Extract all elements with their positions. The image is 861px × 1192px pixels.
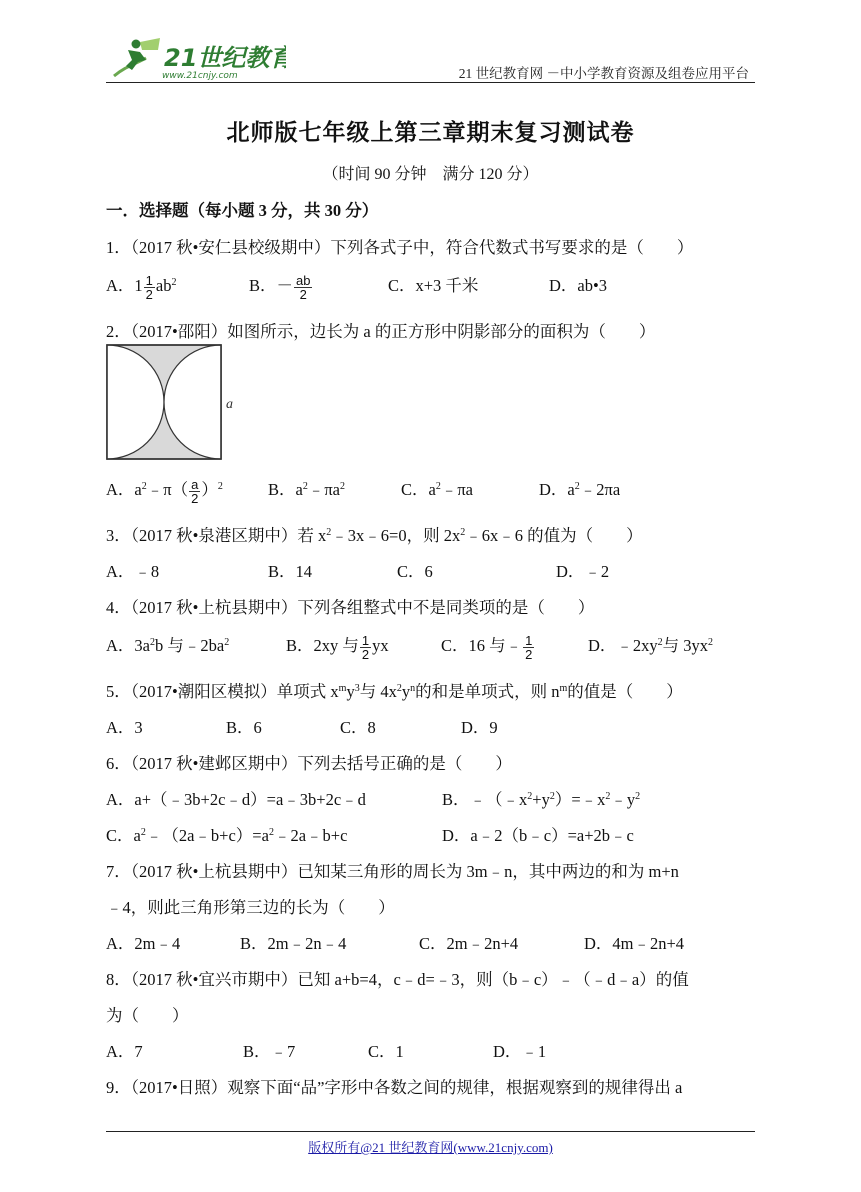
question-1: 1．（2017 秋•安仁县校级期中）下列各式子中，符合代数式书写要求的是（ ） xyxy=(106,238,694,257)
option-c: C．16 与﹣ $\frac{1}{2}$ xyxy=(441,632,533,662)
question-7-line2: ﹣4，则此三角形第三边的长为（ ） xyxy=(106,898,395,917)
footer-copyright-link[interactable]: 版权所有@21 世纪教育网(www.21cnjy.com) xyxy=(308,1140,553,1155)
logo-url: www.21cnjy.com xyxy=(162,71,238,81)
side-label: a xyxy=(226,397,233,412)
option-d: D．$﹣2xy^2$与 $3yx^2$ xyxy=(588,636,714,655)
option-b: B．$﹣(﹣x^2+y^2)=﹣x^2﹣y^2$ xyxy=(442,790,641,809)
option-a: A．2m﹣4 xyxy=(106,934,181,953)
question-4: 4．（2017 秋•上杭县期中）下列各组整式中不是同类项的是（ ） xyxy=(106,598,595,617)
option-d: D．4m﹣2n+4 xyxy=(584,934,685,953)
option-a: A．$3a^2b$ 与$﹣2ba^2$ xyxy=(106,636,230,655)
question-7-line1: 7．（2017 秋•上杭县期中）已知某三角形的周长为 3m﹣n，其中两边的和为 m+n xyxy=(106,862,679,881)
option-a: A．1 $\frac{1}{2}$ $ab^2$ xyxy=(106,272,177,302)
question-3-options xyxy=(106,558,756,580)
option-b: B．6 xyxy=(226,718,262,737)
option-c: C．$a^2﹣\pi a$ xyxy=(401,480,473,499)
header-divider xyxy=(106,82,755,83)
option-b: B．2xy 与 $\frac{1}{2}$ yx xyxy=(286,632,389,662)
header-site-text: 21 世纪教育网 －中小学教育资源及组卷应用平台 xyxy=(458,66,749,81)
question-9-line1: 9．（2017•日照）观察下面“品”字形中各数之间的规律，根据观察到的规律得出 a xyxy=(106,1078,683,1097)
option-c: C．x+3 千米 xyxy=(388,276,479,295)
option-a: A．a+（﹣3b+2c﹣d）=a﹣3b+2c﹣d xyxy=(106,790,366,809)
option-b: B．﹣7 xyxy=(243,1042,296,1061)
question-3: 3．（2017 秋•泉港区期中）若 $x^2﹣3x﹣6=0$，则 $2x^2﹣6x﹣6$ 的值为（ ） xyxy=(106,526,643,545)
option-d: D．﹣1 xyxy=(493,1042,547,1061)
question-2: 2．（2017•邵阳）如图所示，边长为 a 的正方形中阴影部分的面积为（ ） xyxy=(106,322,656,341)
question-5: 5．（2017•潮阳区模拟）单项式 $x^my^3$与 $4x^2y^n$的和是单项式，则 $n^m$的值是（ ） xyxy=(106,682,683,701)
question-6: 6．（2017 秋•建邺区期中）下列去括号正确的是（ ） xyxy=(106,754,512,773)
question-8-line1: 8．（2017 秋•宜兴市期中）已知 a+b=4，c﹣d=﹣3，则（b﹣c）﹣（﹣d﹣a）的值 xyxy=(106,970,689,989)
option-a: A．﹣8 xyxy=(106,562,160,581)
option-c: C．2m﹣2n+4 xyxy=(419,934,519,953)
question-2-options xyxy=(106,470,756,504)
option-d: D．ab•3 xyxy=(549,276,608,295)
option-c: C．6 xyxy=(397,562,433,581)
question-4-options xyxy=(106,624,756,660)
option-a: A．7 xyxy=(106,1042,143,1061)
option-b: B．2m﹣2n﹣4 xyxy=(240,934,347,953)
option-c: C．8 xyxy=(340,718,376,737)
question-8-line2: 为（ ） xyxy=(106,1006,189,1025)
option-b: B．－ $\frac{ab}{2}$ xyxy=(249,272,311,302)
runner-logo-icon xyxy=(106,36,286,82)
option-b: B．$a^2﹣\pi a^2$ xyxy=(268,480,345,499)
option-d: D．9 xyxy=(461,718,498,737)
exam-time-info: （时间 90 分钟 满分 120 分） xyxy=(322,166,539,183)
option-a: A．$a^2﹣\pi$（ $\frac{a}{2}$ ）$^2$ xyxy=(106,476,223,506)
question-6-options-row1 xyxy=(106,786,756,808)
option-c: C．1 xyxy=(368,1042,404,1061)
question-6-options-row2 xyxy=(106,822,756,844)
page-title: 北师版七年级上第三章期末复习测试卷 xyxy=(226,120,635,146)
footer-divider xyxy=(106,1131,755,1132)
option-d: D．a﹣2（b﹣c）=a+2b﹣c xyxy=(442,826,634,845)
logo-text: 21世纪教育 xyxy=(164,44,286,72)
option-c: C．$a^2﹣(2a﹣b+c)=a^2﹣2a﹣b+c$ xyxy=(106,826,348,845)
shaded-square-diagram xyxy=(106,344,246,464)
square-figure xyxy=(106,344,246,469)
question-1-options xyxy=(106,266,756,300)
question-5-options xyxy=(106,714,756,736)
option-d: D．﹣2 xyxy=(556,562,610,581)
option-a: A．3 xyxy=(106,718,143,737)
question-8-options xyxy=(106,1038,756,1060)
question-7-options xyxy=(106,930,756,952)
section-heading: 一．选择题（每小题 3 分，共 30 分） xyxy=(106,201,379,220)
option-d: D．$a^2﹣2\pi a$ xyxy=(539,480,621,499)
logo xyxy=(106,36,286,82)
option-b: B．14 xyxy=(268,562,313,581)
